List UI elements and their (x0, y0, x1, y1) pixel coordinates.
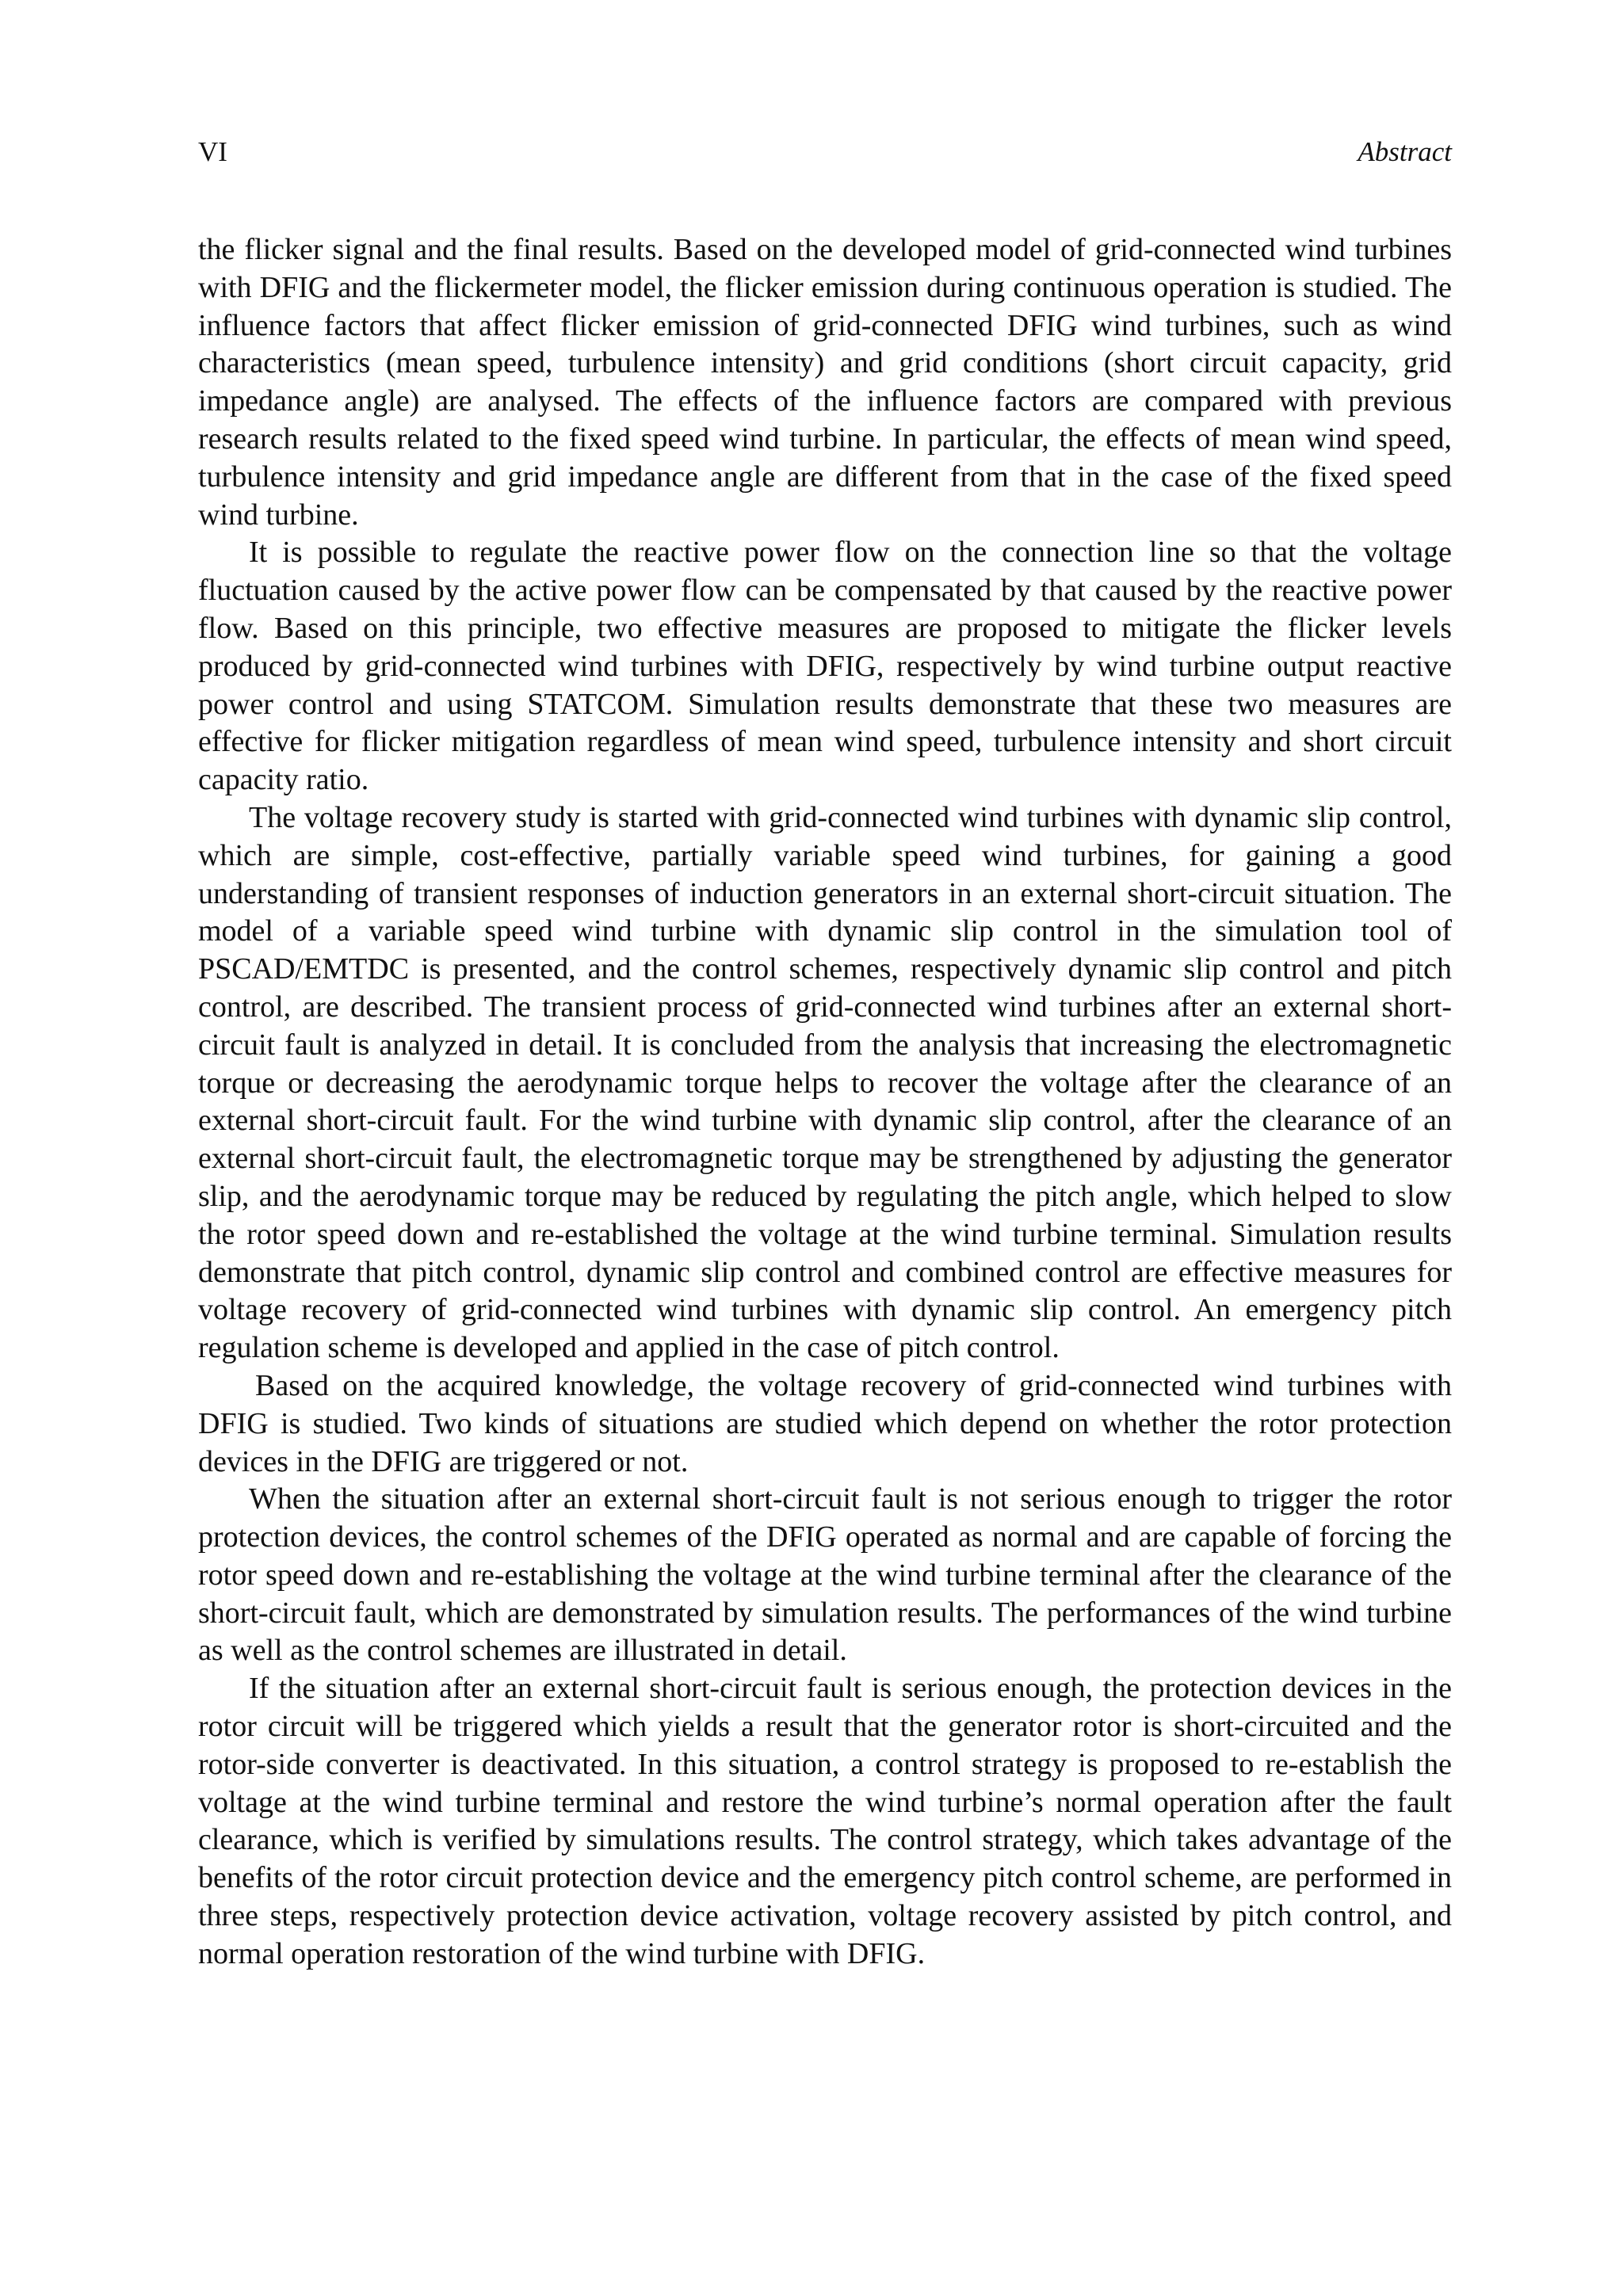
paragraph-non-triggered-protection: When the situation after an external short-circuit fault is not serious enough to trigger the rotor protection devices, the control schemes of the DFIG operated as normal and are capable of forcing the rotor speed down and re-establishing the voltage at the wind turbine terminal after the clearance of the short-circuit fault, which are demonstrated by simulation results. The performances of the wind turbine as well as the control schemes are illustrated in detail. (198, 1482, 1452, 1668)
paragraph-voltage-recovery-dynamic-slip: The voltage recovery study is started with grid-connected wind turbines with dynamic slip control, which are simple, cost-effective, partially variable speed wind turbines, for gaining a good understanding of transient responses of induction generators in an external short-circuit situation. The model of a variable speed wind turbine with dynamic slip control in the simulation tool of PSCAD/EMTDC is presented, and the control schemes, respectively dynamic slip control and pitch control, are described. The transient process of grid-connected wind turbines after an external short-circuit fault is analyzed in detail. It is concluded from the analysis that increasing the electromagnetic torque or decreasing the aerodynamic torque helps to recover the voltage after the clearance of an external short-circuit fault. For the wind turbine with dynamic slip control, after the clearance of an external short-circuit fault, the electromagnetic torque may be strengthened by adjusting the generator slip, and the aerodynamic torque may be reduced by regulating the pitch angle, which helped to slow the rotor speed down and re-established the voltage at the wind turbine terminal. Simulation results demonstrate that pitch control, dynamic slip control and combined control are effective measures for voltage recovery of grid-connected wind turbines with dynamic slip control. An emergency pitch regulation scheme is developed and applied in the case of pitch control. (198, 800, 1452, 1365)
page-number: VI (198, 136, 227, 167)
paragraph-continued: the flicker signal and the final results. Based on the developed model of grid-connected wind turbines with DFIG and the flickermeter model, the flicker emission during continuous operation is studied. The influence factors that affect flicker emission of grid-connected DFIG wind turbines, such as wind characteristics (mean speed, turbulence intensity) and grid conditions (short circuit capacity, grid impedance angle) are analysed. The effects of the influence factors are compared with previous research results related to the fixed speed wind turbine. In particular, the effects of mean wind speed, turbulence intensity and grid impedance angle are different from that in the case of the fixed speed wind turbine. (198, 233, 1452, 532)
running-header (198, 132, 1452, 173)
paragraph-voltage-recovery-dfig: Based on the acquired knowledge, the voltage recovery of grid-connected wind turbines with DFIG is studied. Two kinds of situations are studied which depend on whether the rotor protection devices in the DFIG are triggered or not. (198, 1368, 1452, 1478)
paragraph-triggered-protection: If the situation after an external short-circuit fault is serious enough, the protection devices in the rotor circuit will be triggered which yields a result that the generator rotor is short-circuited and the rotor-side converter is deactivated. In this situation, a control strategy is proposed to re-establish the voltage at the wind turbine terminal and restore the wind turbine’s normal operation after the fault clearance, which is verified by simulations results. The control strategy, which takes advantage of the benefits of the rotor circuit protection device and the emergency pitch control scheme, are performed in three steps, respectively protection device activation, voltage recovery assisted by pitch control, and normal operation restoration of the wind turbine with DFIG. (198, 1672, 1452, 1970)
section-title: Abstract (1358, 136, 1452, 167)
abstract-body (198, 231, 1452, 1974)
paragraph-reactive-power: It is possible to regulate the reactive power flow on the connection line so that the voltage fluctuation caused by the active power flow can be compensated by that caused by the reactive power flow. Based on this principle, two effective measures are proposed to mitigate the flicker levels produced by grid-connected wind turbines with DFIG, respectively by wind turbine output reactive power control and using STATCOM. Simulation results demonstrate that these two measures are effective for flicker mitigation regardless of mean wind speed, turbulence intensity and short circuit capacity ratio. (198, 536, 1452, 797)
